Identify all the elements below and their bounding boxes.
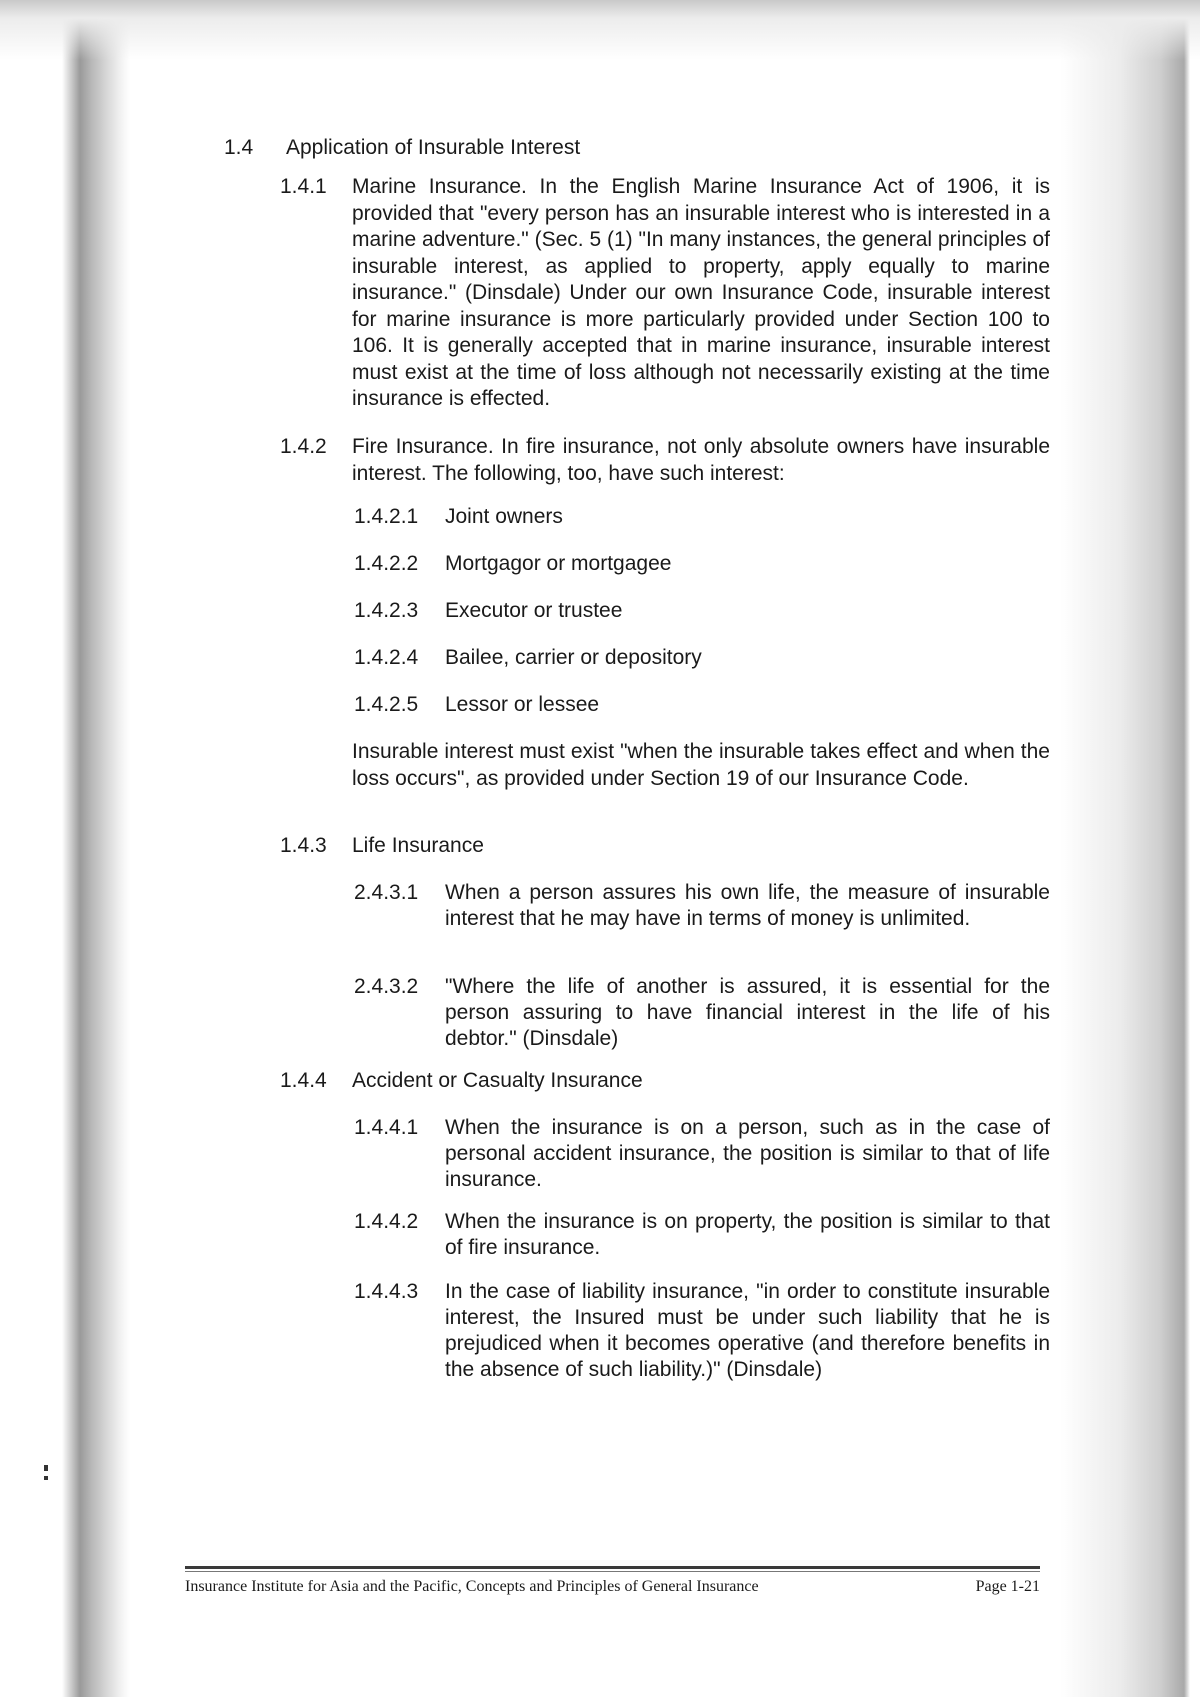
list-item-text: Lessor or lessee xyxy=(445,693,600,716)
list-item-number: 2.4.3.1 xyxy=(354,881,419,904)
section-title: Application of Insurable Interest xyxy=(286,136,581,159)
section-heading xyxy=(224,136,580,160)
list-item-number: 1.4.4.3 xyxy=(354,1280,419,1303)
list-item xyxy=(354,880,1050,932)
paragraph-life-insurance xyxy=(280,833,1050,860)
paragraph-number: 1.4.1 xyxy=(280,175,327,198)
list-item xyxy=(354,645,1050,671)
list-item-text: Joint owners xyxy=(445,505,563,528)
footer-rule xyxy=(185,1566,1040,1569)
section-number: 1.4 xyxy=(224,136,254,159)
list-item xyxy=(354,692,1050,718)
list-item xyxy=(354,598,1050,624)
list-item xyxy=(354,974,1050,1052)
list-item-text: Executor or trustee xyxy=(445,599,623,622)
list-item-number: 1.4.2.5 xyxy=(354,693,419,716)
list-item-number: 1.4.4.1 xyxy=(354,1116,419,1139)
list-item xyxy=(354,504,1050,530)
list-item-number: 1.4.2.3 xyxy=(354,599,419,622)
paragraph-heading: Life Insurance xyxy=(352,834,484,857)
fire-insurance-note: Insurable interest must exist "when the insurable takes effect and when the loss occurs", as provided under Section 19 of our Insurance Code. xyxy=(352,740,1050,790)
list-item-text: In the case of liability insurance, "in order to constitute insurable interest, the Insured must be under such liability that he is prejudiced when it becomes operative (and therefore benefits in the absence of such liability.)" (Dinsdale) xyxy=(445,1280,1050,1381)
page-footer xyxy=(185,1578,1040,1596)
footer-source: Insurance Institute for Asia and the Pacific, Concepts and Principles of General Insurance xyxy=(185,1578,759,1595)
list-item-text: When the insurance is on property, the position is similar to that of fire insurance. xyxy=(445,1210,1050,1259)
list-item xyxy=(354,551,1050,577)
list-item-number: 1.4.4.2 xyxy=(354,1210,419,1233)
paragraph-number: 1.4.4 xyxy=(280,1069,327,1092)
page-number: Page 1-21 xyxy=(975,1578,1040,1595)
paragraph-text: Marine Insurance. In the English Marine Insurance Act of 1906, it is provided that "every person has an insurable interest who is interested in a marine adventure." (Sec. 5 (1) "In many instances, the general principles of insurable interest, as applied to property, apply equally to marine insurance." (Dinsdale) Under our own Insurance Code, insurable interest for marine insurance is more particularly provided under Section 100 to 106. It is generally accepted that in marine insurance, insurable interest must exist at the time of loss although not necessarily existing at the time insurance is effected. xyxy=(352,175,1050,410)
list-item xyxy=(354,1115,1050,1193)
list-item-number: 1.4.2.1 xyxy=(354,505,419,528)
list-item-text: "Where the life of another is assured, it is essential for the person assuring to have financial interest in the life of his debtor." (Dinsdale) xyxy=(445,975,1050,1050)
list-item-text: When a person assures his own life, the measure of insurable interest that he may have in terms of money is unlimited. xyxy=(445,881,1050,930)
paragraph-number: 1.4.3 xyxy=(280,834,327,857)
list-item-number: 2.4.3.2 xyxy=(354,975,419,998)
paragraph-number: 1.4.2 xyxy=(280,435,327,458)
paragraph-marine-insurance xyxy=(280,174,1050,413)
list-item xyxy=(354,1279,1050,1383)
list-item-text: When the insurance is on a person, such as in the case of personal accident insurance, the position is similar to that of life insurance. xyxy=(445,1116,1050,1191)
list-item xyxy=(354,1209,1050,1261)
list-item-text: Mortgagor or mortgagee xyxy=(445,552,672,575)
list-item-number: 1.4.2.4 xyxy=(354,646,419,669)
paragraph-text: Fire Insurance. In fire insurance, not only absolute owners have insurable interest. The following, too, have such interest: xyxy=(352,435,1050,485)
paragraph-fire-insurance xyxy=(280,434,1050,487)
list-item-text: Bailee, carrier or depository xyxy=(445,646,702,669)
paragraph-accident-insurance xyxy=(280,1068,1050,1095)
paragraph-heading: Accident or Casualty Insurance xyxy=(352,1069,643,1092)
footer-rule-thin xyxy=(185,1571,1040,1572)
list-item-number: 1.4.2.2 xyxy=(354,552,419,575)
